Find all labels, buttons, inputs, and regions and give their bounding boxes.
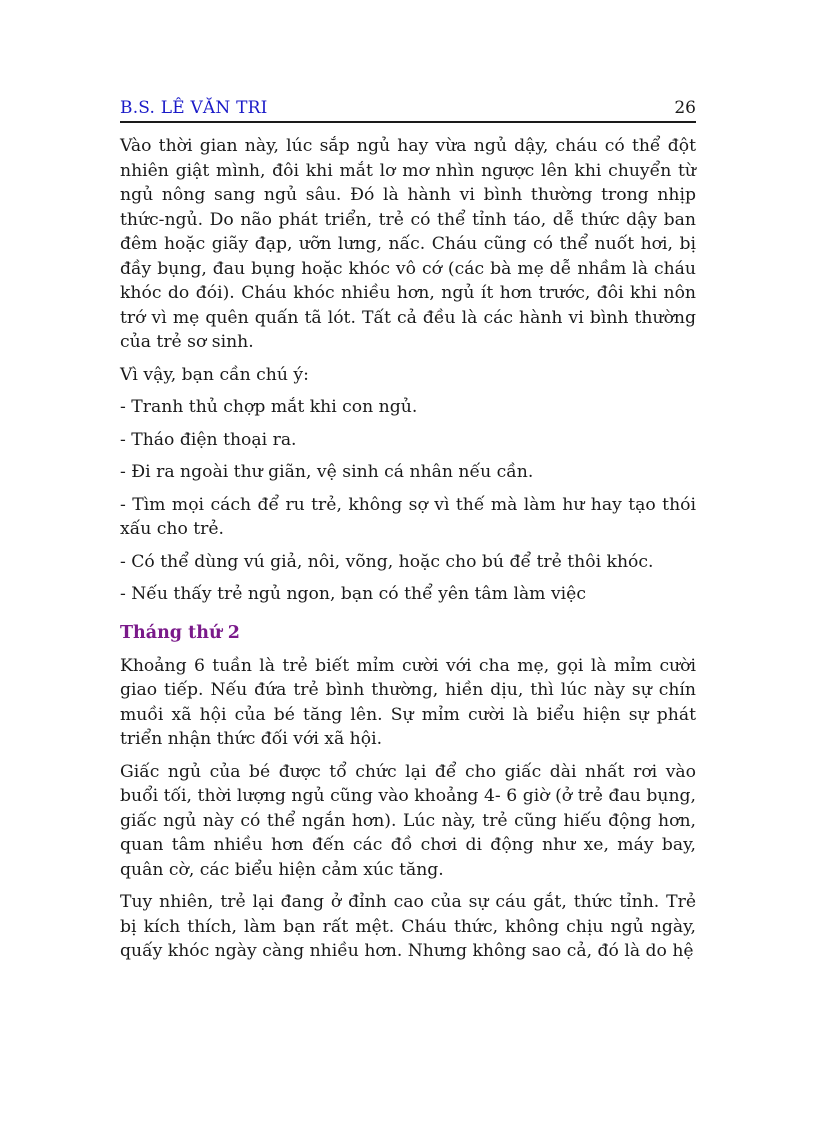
tip-item: - Đi ra ngoài thư giãn, vệ sinh cá nhân nếu cần.: [120, 462, 534, 482]
document-page: [120, 98, 696, 972]
tip-item: - Có thể dùng vú giả, nôi, võng, hoặc cho bú để trẻ thôi khóc.: [120, 551, 654, 572]
section-paragraph: Giấc ngủ của bé được tổ chức lại để cho giấc dài nhất rơi vào buổi tối, thời lượng ngủ cũng vào khoảng 4- 6 giờ (ở trẻ đau bụng, giấc ngủ này có thể ngắn hơn). Lúc này, trẻ cũng hiếu động hơn, quan tâm nhiều hơn đến các đồ chơi di động như xe, máy bay, quân cờ, các biểu hiện cảm xúc tăng.: [120, 761, 696, 880]
tip-item: - Tranh thủ chợp mắt khi con ngủ.: [120, 397, 418, 417]
intro-paragraph: Vào thời gian này, lúc sắp ngủ hay vừa ngủ dậy, cháu có thể đột nhiên giật mình, đôi khi mắt lơ mơ nhìn ngược lên khi chuyển từ ngủ nông sang ngủ sâu. Đó là hành vi bình thường trong nhịp thức-ngủ. Do não phát triển, trẻ có thể tỉnh táo, dễ thức dậy ban đêm hoặc giãy đạp, ưỡn lưng, nấc. Cháu cũng có thể nuốt hơi, bị đầy bụng, đau bụng hoặc khóc vô cớ (các bà mẹ dễ nhầm là cháu khóc do đói). Cháu khóc nhiều hơn, ngủ ít hơn trước, đôi khi nôn trớ vì mẹ quên quấn tã lót. Tất cả đều là các hành vi bình thường của trẻ sơ sinh.: [120, 136, 696, 352]
list-intro: Vì vậy, bạn cần chú ý:: [120, 364, 309, 385]
section-paragraph: Khoảng 6 tuần là trẻ biết mỉm cười với cha mẹ, gọi là mỉm cười giao tiếp. Nếu đứa trẻ bình thường, hiền dịu, thì lúc này sự chín muồi xã hội của bé tăng lên. Sự mỉm cười là biểu hiện sự phát triển nhận thức đối với xã hội.: [120, 655, 696, 749]
author-name: B.S. LÊ VĂN TRI: [120, 98, 268, 118]
section-heading: Tháng thứ 2: [120, 622, 240, 643]
section-paragraph: Tuy nhiên, trẻ lại đang ở đỉnh cao của sự cáu gắt, thức tỉnh. Trẻ bị kích thích, làm bạn rất mệt. Cháu thức, không chịu ngủ ngày, quấy khóc ngày càng nhiều hơn. Nhưng không sao cả, đó là do hệ: [120, 892, 696, 961]
running-header: [120, 98, 696, 123]
tip-item: - Nếu thấy trẻ ngủ ngon, bạn có thể yên tâm làm việc: [120, 584, 586, 604]
tip-item: - Tháo điện thoại ra.: [120, 429, 297, 450]
page-number: 26: [674, 98, 696, 118]
tip-item: - Tìm mọi cách để ru trẻ, không sợ vì thế mà làm hư hay tạo thói xấu cho trẻ.: [120, 494, 696, 539]
